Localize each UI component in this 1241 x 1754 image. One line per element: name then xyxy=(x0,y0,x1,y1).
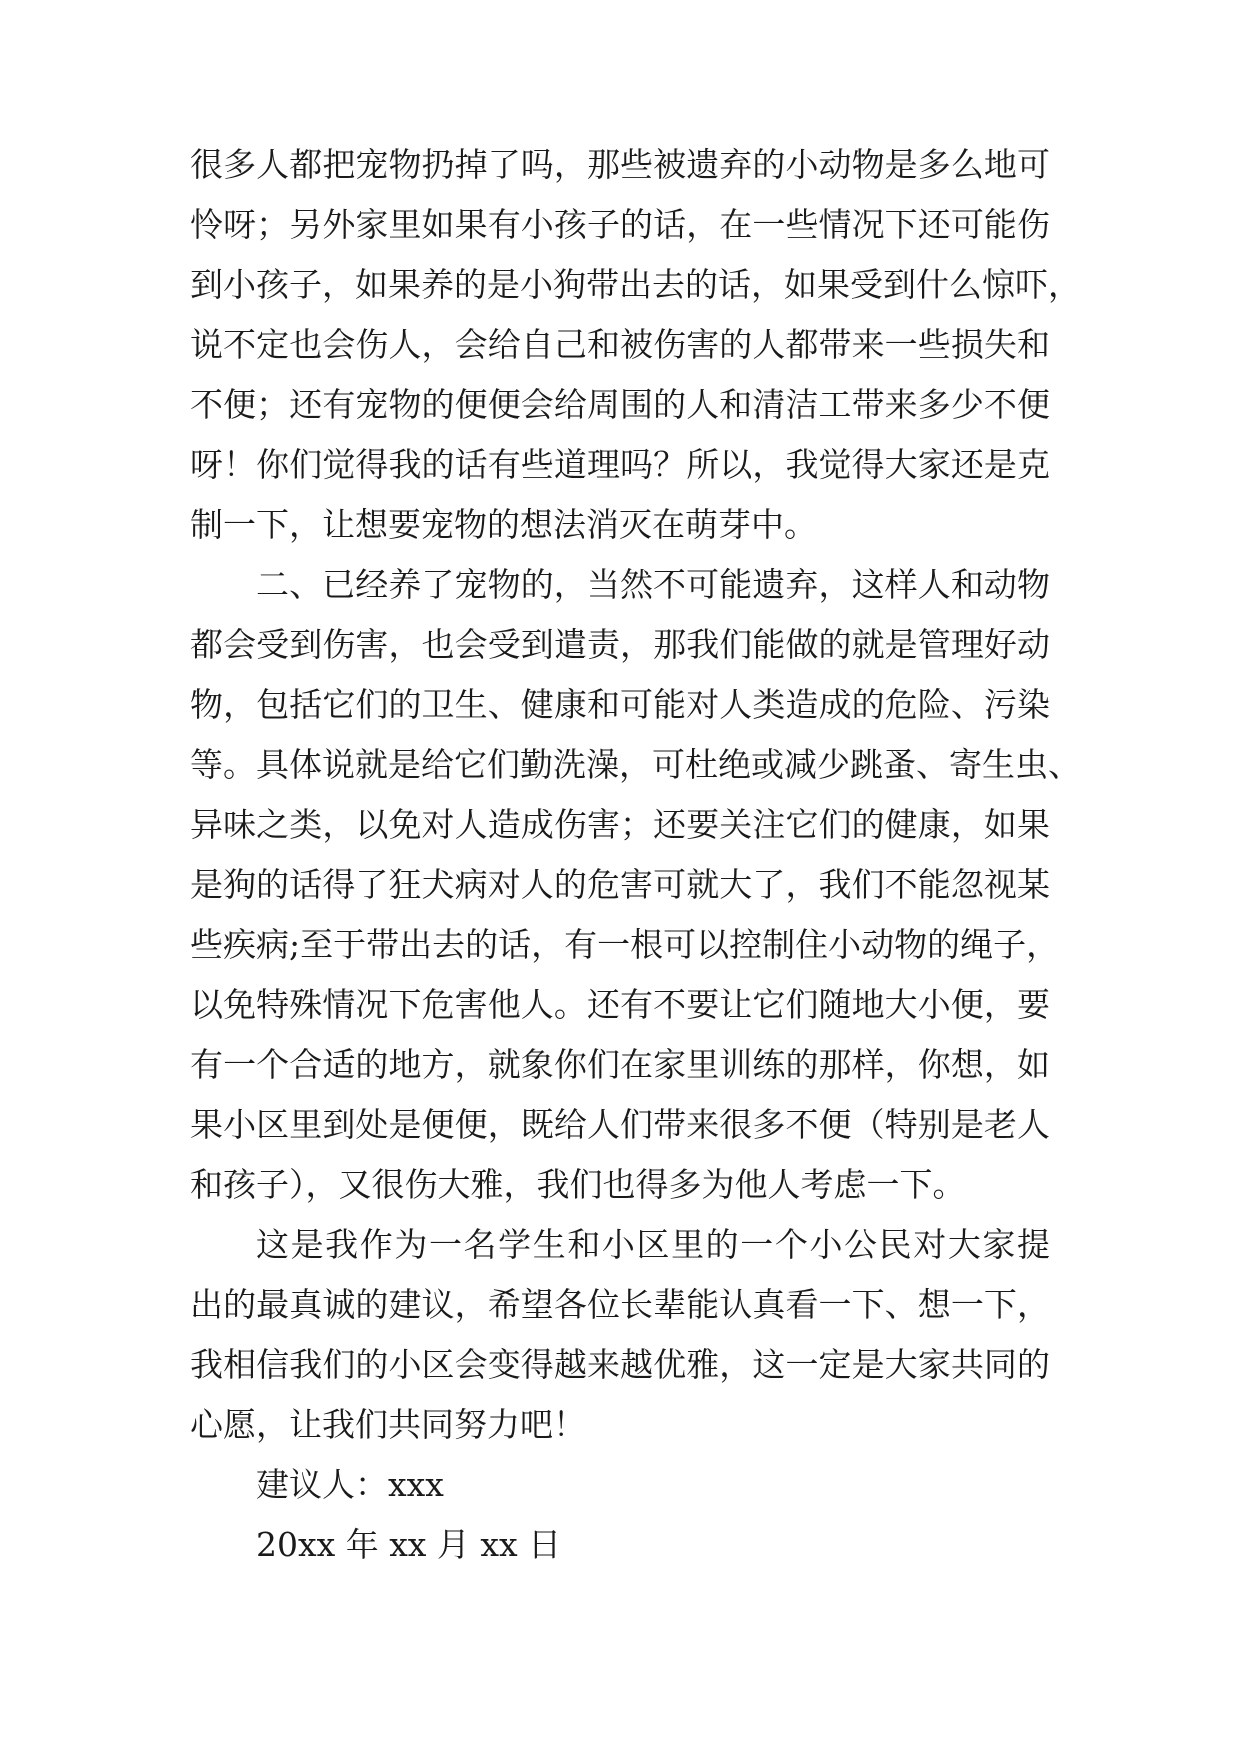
text-line: 心愿，让我们共同努力吧！ xyxy=(190,1405,586,1444)
text-line: 怜呀；另外家里如果有小孩子的话，在一些情况下还可能伤 xyxy=(190,205,1050,244)
text-line: 异味之类，以免对人造成伤害；还要关注它们的健康，如果 xyxy=(190,805,1050,844)
proposer-signature: 建议人：xxx xyxy=(256,1465,444,1504)
text-line: 呀！你们觉得我的话有些道理吗？所以，我觉得大家还是克 xyxy=(190,445,1050,484)
text-line: 是狗的话得了狂犬病对人的危害可就大了，我们不能忽视某 xyxy=(190,865,1050,904)
text-line: 果小区里到处是便便，既给人们带来很多不便（特别是老人 xyxy=(190,1105,1050,1144)
text-line: 说不定也会伤人，会给自己和被伤害的人都带来一些损失和 xyxy=(190,325,1050,364)
text-line: 制一下，让想要宠物的想法消灭在萌芽中。 xyxy=(190,505,817,544)
text-line: 这是我作为一名学生和小区里的一个小公民对大家提 xyxy=(256,1225,1050,1264)
text-line: 和孩子），又很伤大雅，我们也得多为他人考虑一下。 xyxy=(190,1165,966,1204)
text-line: 以免特殊情况下危害他人。还有不要让它们随地大小便，要 xyxy=(190,985,1050,1024)
text-line: 等。具体说就是给它们勤洗澡，可杜绝或减少跳蚤、寄生虫、 xyxy=(190,745,1081,784)
text-line: 些疾病;至于带出去的话，有一根可以控制住小动物的绳子， xyxy=(190,925,1060,964)
text-line: 二、已经养了宠物的，当然不可能遗弃，这样人和动物 xyxy=(256,565,1050,604)
text-line: 出的最真诚的建议，希望各位长辈能认真看一下、想一下， xyxy=(190,1285,1050,1324)
text-line: 到小孩子，如果养的是小狗带出去的话，如果受到什么惊吓， xyxy=(190,265,1081,304)
text-line: 都会受到伤害，也会受到遣责，那我们能做的就是管理好动 xyxy=(190,625,1050,664)
text-line: 很多人都把宠物扔掉了吗，那些被遗弃的小动物是多么地可 xyxy=(190,145,1050,184)
text-line: 有一个合适的地方，就象你们在家里训练的那样，你想，如 xyxy=(190,1045,1050,1084)
signature-date: 20xx 年 xx 月 xx 日 xyxy=(256,1525,562,1564)
text-line: 不便；还有宠物的便便会给周围的人和清洁工带来多少不便 xyxy=(190,385,1050,424)
text-line: 我相信我们的小区会变得越来越优雅，这一定是大家共同的 xyxy=(190,1345,1050,1384)
text-line: 物，包括它们的卫生、健康和可能对人类造成的危险、污染 xyxy=(190,685,1050,724)
